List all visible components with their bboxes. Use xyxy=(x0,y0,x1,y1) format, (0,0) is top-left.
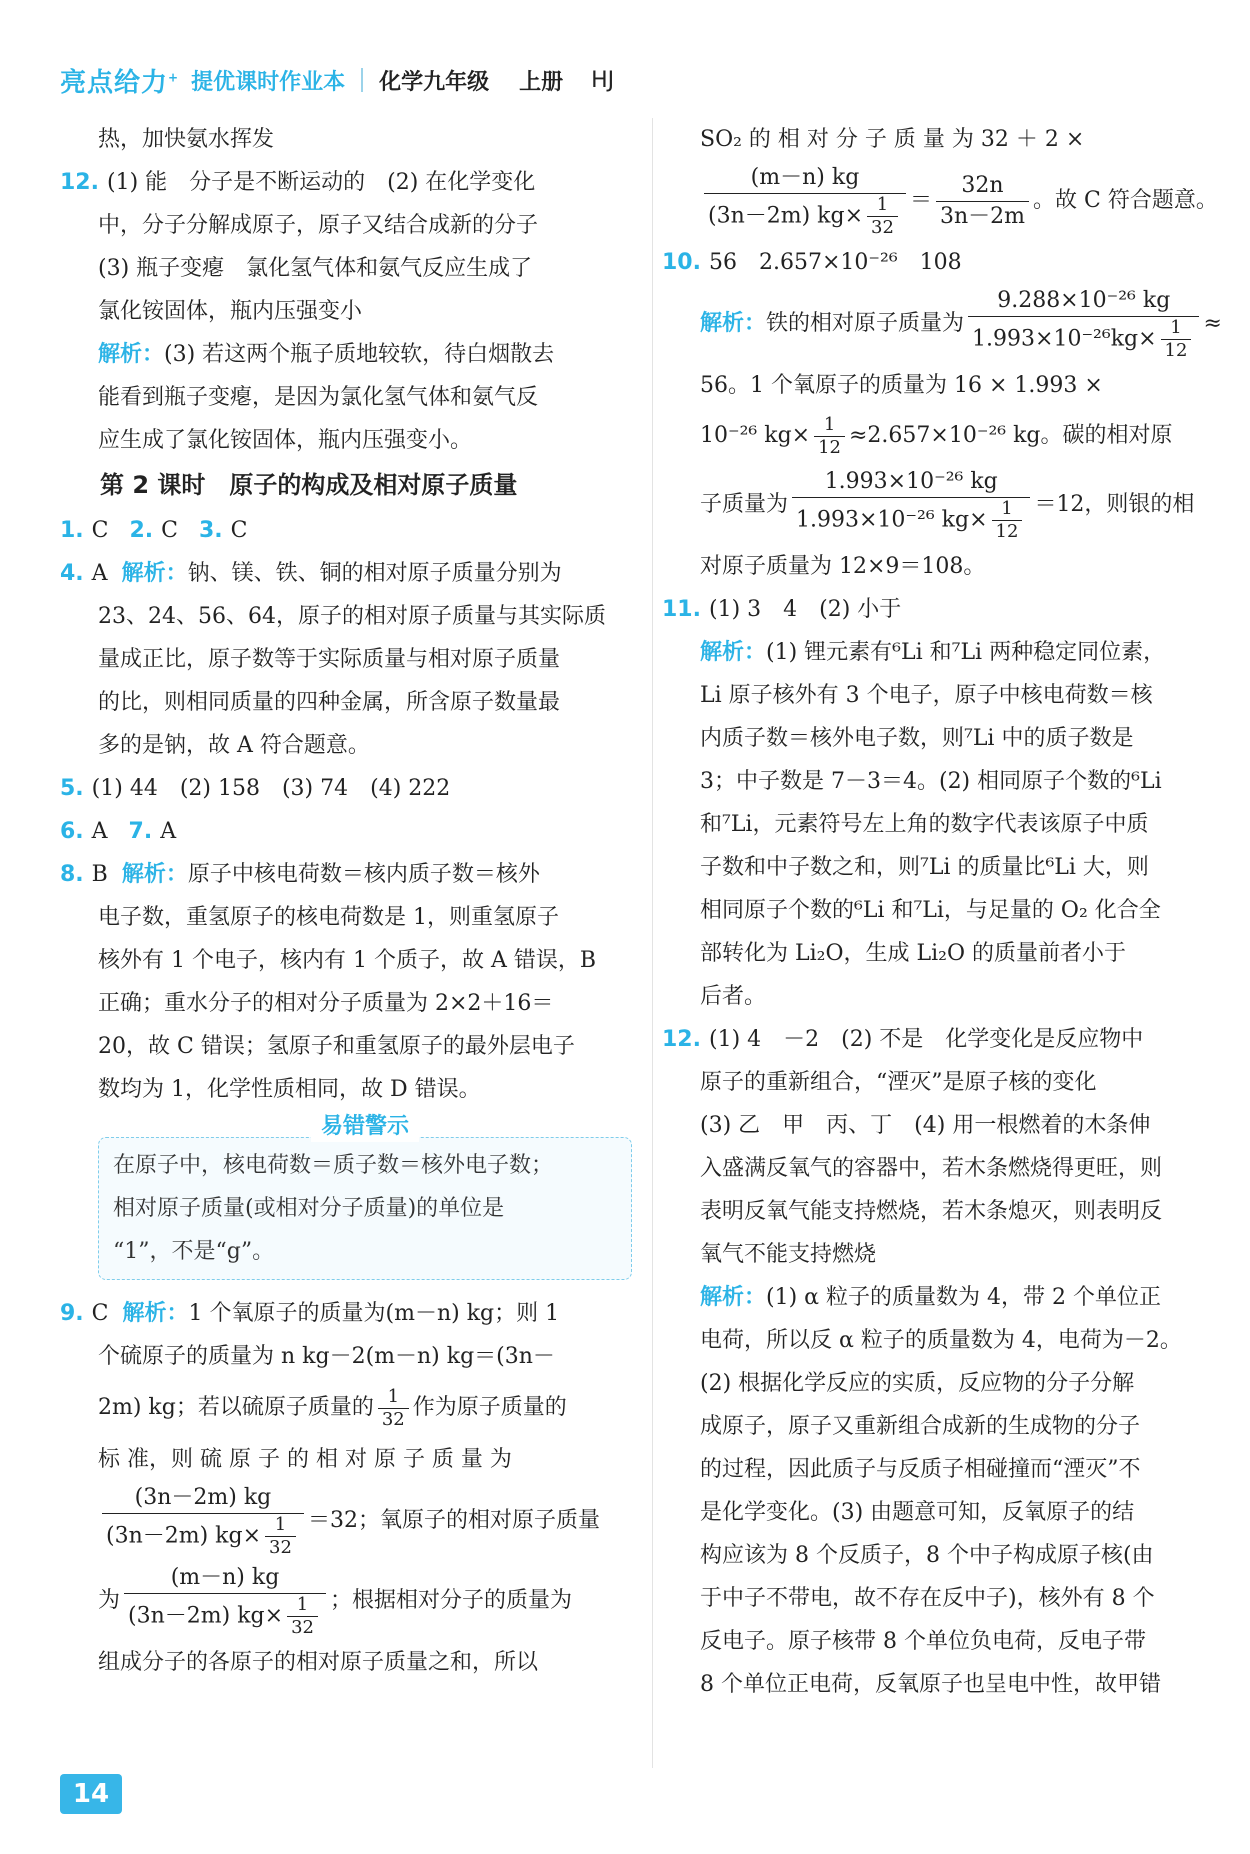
answer-text: C xyxy=(91,518,109,543)
analysis-text: 多的是钠，故 A 符合题意。 xyxy=(98,733,370,758)
right-column xyxy=(662,118,1230,1706)
answer-item-8 xyxy=(60,853,632,1111)
answer-text: 氯化铵固体，瓶内压强变小 xyxy=(98,299,363,324)
analysis-line: (m－n) kg (3n－2m) kg× $\frac{1}{32}$ ＝ $\frac{32n}{3n-2m}$ 。故 C 符合题意。 xyxy=(700,161,1230,241)
analysis-line: 解析：铁的相对原子质量为 9.288×10⁻²⁶ kg 1.993×10⁻²⁶kg× $\frac{1}{12}$ ≈ xyxy=(700,288,1222,361)
analysis-tag: 解析： xyxy=(122,1301,189,1326)
analysis-text: 成原子，原子又重新组合成新的生成物的分子 xyxy=(700,1414,1141,1439)
analysis-tag: 解析： xyxy=(700,1285,767,1310)
question-number: 12. xyxy=(60,170,99,195)
answer-text: (1) 能 分子是不断运动的 (2) 在化学变化 xyxy=(106,170,536,195)
question-number: 3. xyxy=(199,518,223,543)
answer-text: 56 2.657×10⁻²⁶ 108 xyxy=(708,250,962,275)
analysis-text: (1) 锂元素有⁶Li 和⁷Li 两种稳定同位素， xyxy=(766,640,1166,665)
answer-text: A xyxy=(91,561,108,586)
answer-text: 表明反氧气能支持燃烧，若木条熄灭，则表明反 xyxy=(700,1199,1163,1224)
question-number: 9. xyxy=(60,1301,84,1326)
question-number: 6. xyxy=(60,819,84,844)
warning-box xyxy=(98,1114,632,1280)
analysis-tag: 解析： xyxy=(121,862,188,887)
answer-text: 入盛满反氧气的容器中，若木条燃烧得更旺，则 xyxy=(700,1156,1163,1181)
question-number: 7. xyxy=(128,819,153,844)
answer-item-12 xyxy=(60,161,632,462)
left-column xyxy=(60,118,632,1684)
analysis-line: 为 (m－n) kg (3n－2m) kg× $\frac{1}{32}$ ；根据相对分子的质量为 xyxy=(98,1565,572,1638)
fraction: (3n－2m) kg (3n－2m) kg× $\frac{1}{32}$ xyxy=(102,1483,304,1559)
answer-text: A xyxy=(91,819,108,844)
analysis-text: 电子数，重氢原子的核电荷数是 1，则重氢原子 xyxy=(98,905,559,930)
question-number: 12. xyxy=(662,1027,701,1052)
text-line: 热，加快氨水挥发 xyxy=(98,127,275,152)
fraction: $\frac{1}{12}$ xyxy=(814,414,845,459)
analysis-text: 内质子数＝核外电子数，则⁷Li 中的质子数是 xyxy=(700,726,1134,751)
answer-item-11 xyxy=(662,588,1230,631)
answer-text: C xyxy=(161,518,179,543)
analysis-text: 正确；重水分子的相对分子质量为 2×2＋16＝ xyxy=(98,991,554,1016)
fraction: 1.993×10⁻²⁶ kg 1.993×10⁻²⁶ kg× $\frac{1}{12}$ xyxy=(792,467,1030,543)
analysis-tag: 解析： xyxy=(98,342,165,367)
fraction: 9.288×10⁻²⁶ kg 1.993×10⁻²⁶kg× $\frac{1}{12}$ xyxy=(968,286,1199,362)
edition-label: HJ xyxy=(591,67,615,93)
analysis-text: 是化学变化。(3) 由题意可知，反氧原子的结 xyxy=(700,1500,1135,1525)
answer-text: (3) 瓶子变瘪 氯化氢气体和氨气反应生成了 xyxy=(98,256,533,281)
analysis-text: 电荷，所以反 α 粒子的质量数为 4，电荷为－2。 xyxy=(700,1328,1182,1353)
answer-item-9 xyxy=(60,1292,632,1684)
warning-text: 相对原子质量(或相对分子质量)的单位是 xyxy=(113,1196,505,1221)
fraction: $\frac{32n}{3n-2m}$ xyxy=(936,171,1029,232)
answer-row-1-3 xyxy=(60,509,632,552)
analysis-text: Li 原子核外有 3 个电子，原子中核电荷数＝核 xyxy=(700,683,1153,708)
question-number: 5. xyxy=(60,776,84,801)
analysis-line: (3n－2m) kg (3n－2m) kg× $\frac{1}{32}$ ＝32；氧原子的相对原子质量 xyxy=(60,1481,632,1561)
analysis-text: (2) 根据化学反应的实质，反应物的分子分解 xyxy=(700,1371,1135,1396)
answer-text: C xyxy=(230,518,248,543)
analysis-text: 的过程，因此质子与反质子相碰撞而“湮灭”不 xyxy=(700,1457,1141,1482)
answer-item-12 xyxy=(662,1018,1230,1061)
answer-text: (1) 4 －2 (2) 不是 化学变化是反应物中 xyxy=(708,1027,1144,1052)
analysis-text: 于中子不带电，故不存在反中子)，核外有 8 个 xyxy=(700,1586,1155,1611)
question-number: 11. xyxy=(662,597,701,622)
analysis-text: 组成分子的各原子的相对原子质量之和，所以 xyxy=(98,1650,539,1675)
analysis-text: 核外有 1 个电子，核内有 1 个质子，故 A 错误，B xyxy=(98,948,597,973)
analysis-text: (1) α 粒子的质量数为 4，带 2 个单位正 xyxy=(766,1285,1161,1310)
answer-text: 氧气不能支持燃烧 xyxy=(700,1242,877,1267)
question-number: 8. xyxy=(60,862,84,887)
question-number: 10. xyxy=(662,250,701,275)
analysis-text: 23、24、56、64，原子的相对原子质量与其实际质 xyxy=(98,604,606,629)
lesson-title: 第 2 课时 原子的构成及相对原子质量 xyxy=(100,471,518,499)
analysis-text: 的比，则相同质量的四种金属，所含原子数量最 xyxy=(98,690,561,715)
brand-logo: 亮点给力+ xyxy=(60,67,180,98)
analysis-tag: 解析： xyxy=(700,640,767,665)
analysis-text: 8 个单位正电荷，反氧原子也呈电中性，故甲错 xyxy=(700,1672,1161,1697)
answer-text: B xyxy=(91,862,108,887)
analysis-text: 构应该为 8 个反质子，8 个中子构成原子核(由 xyxy=(700,1543,1154,1568)
fraction: (m－n) kg (3n－2m) kg× $\frac{1}{32}$ xyxy=(704,163,906,239)
analysis-text: 钠、镁、铁、铜的相对原子质量分别为 xyxy=(187,561,562,586)
analysis-text: SO₂ 的 相 对 分 子 质 量 为 32 ＋ 2 × xyxy=(700,127,1085,152)
answer-text: (1) 44 (2) 158 (3) 74 (4) 222 xyxy=(91,776,451,801)
analysis-text: 能看到瓶子变瘪，是因为氯化氢气体和氨气反 xyxy=(98,385,539,410)
page-header xyxy=(60,60,1210,100)
subject-label: 化学九年级 xyxy=(379,69,490,95)
analysis-text: 个硫原子的质量为 n kg－2(m－n) kg＝(3n－ xyxy=(98,1344,555,1369)
question-number: 2. xyxy=(129,518,154,543)
answer-text: (3) 乙 甲 丙、丁 (4) 用一根燃着的木条伸 xyxy=(700,1113,1151,1138)
answer-row-6-7 xyxy=(60,810,632,853)
answer-item-4 xyxy=(60,552,632,767)
fraction: $\frac{1}{32}$ xyxy=(378,1386,409,1431)
analysis-text: 1 个氧原子的质量为(m－n) kg；则 1 xyxy=(188,1301,560,1326)
analysis-text: (3) 若这两个瓶子质地较软，待白烟散去 xyxy=(164,342,555,367)
analysis-text: 后者。 xyxy=(700,984,767,1009)
book-subtitle: 提优课时作业本 xyxy=(191,69,346,95)
question-number: 1. xyxy=(60,518,84,543)
warning-title: 易错警示 xyxy=(311,1112,419,1142)
page-number: 14 xyxy=(60,1774,122,1814)
answer-item-10 xyxy=(662,241,1230,284)
analysis-text: 应生成了氯化铵固体，瓶内压强变小。 xyxy=(98,428,473,453)
fraction: (m－n) kg (3n－2m) kg× $\frac{1}{32}$ xyxy=(124,1563,326,1639)
column-divider xyxy=(652,118,653,1768)
answer-text: 中，分子分解成原子，原子又结合成新的分子 xyxy=(98,213,539,238)
warning-text: 在原子中，核电荷数＝质子数＝核外电子数； xyxy=(113,1153,554,1178)
analysis-text: 子数和中子数之和，则⁷Li 的质量比⁶Li 大，则 xyxy=(700,855,1149,880)
analysis-text: 部转化为 Li₂O，生成 Li₂O 的质量前者小于 xyxy=(700,941,1126,966)
analysis-text: 相同原子个数的⁶Li 和⁷Li，与足量的 O₂ 化合全 xyxy=(700,898,1161,923)
answer-item-5 xyxy=(60,767,632,810)
answer-text: 原子的重新组合，“湮灭”是原子核的变化 xyxy=(700,1070,1097,1095)
analysis-text: 和⁷Li，元素符号左上角的数字代表该原子中质 xyxy=(700,812,1149,837)
analysis-text: 3；中子数是 7－3＝4。(2) 相同原子个数的⁶Li xyxy=(700,769,1162,794)
analysis-text: 20，故 C 错误；氢原子和重氢原子的最外层电子 xyxy=(98,1034,575,1059)
analysis-text: 数均为 1，化学性质相同，故 D 错误。 xyxy=(98,1077,481,1102)
analysis-text: 反电子。原子核带 8 个单位负电荷，反电子带 xyxy=(700,1629,1146,1654)
analysis-line: 10⁻²⁶ kg× $\frac{1}{12}$ ≈2.657×10⁻²⁶ kg。碳的相对原 xyxy=(700,413,1173,458)
header-divider xyxy=(361,68,363,92)
analysis-line: 2m) kg；若以硫原子质量的 $\frac{1}{32}$ 作为原子质量的 xyxy=(98,1385,567,1430)
answer-text: A xyxy=(160,819,177,844)
analysis-tag: 解析： xyxy=(121,561,188,586)
analysis-text: 56。1 个氧原子的质量为 16 × 1.993 × xyxy=(700,373,1103,398)
volume-label: 上册 xyxy=(519,69,564,95)
analysis-text: 量成正比，原子数等于实际质量与相对原子质量 xyxy=(98,647,561,672)
answer-text: (1) 3 4 (2) 小于 xyxy=(708,597,902,622)
analysis-text: 原子中核电荷数＝核内质子数＝核外 xyxy=(187,862,540,887)
analysis-text: 标 准，则 硫 原 子 的 相 对 原 子 质 量 为 xyxy=(98,1447,512,1472)
analysis-tag: 解析： xyxy=(700,311,767,336)
warning-text: “1”，不是“g”。 xyxy=(113,1239,275,1264)
analysis-line: 子质量为 1.993×10⁻²⁶ kg 1.993×10⁻²⁶ kg× $\frac{1}{12}$ ＝12，则银的相 xyxy=(700,469,1195,542)
question-number: 4. xyxy=(60,561,84,586)
analysis-text: 对原子质量为 12×9＝108。 xyxy=(700,554,986,579)
answer-text: C xyxy=(91,1301,109,1326)
